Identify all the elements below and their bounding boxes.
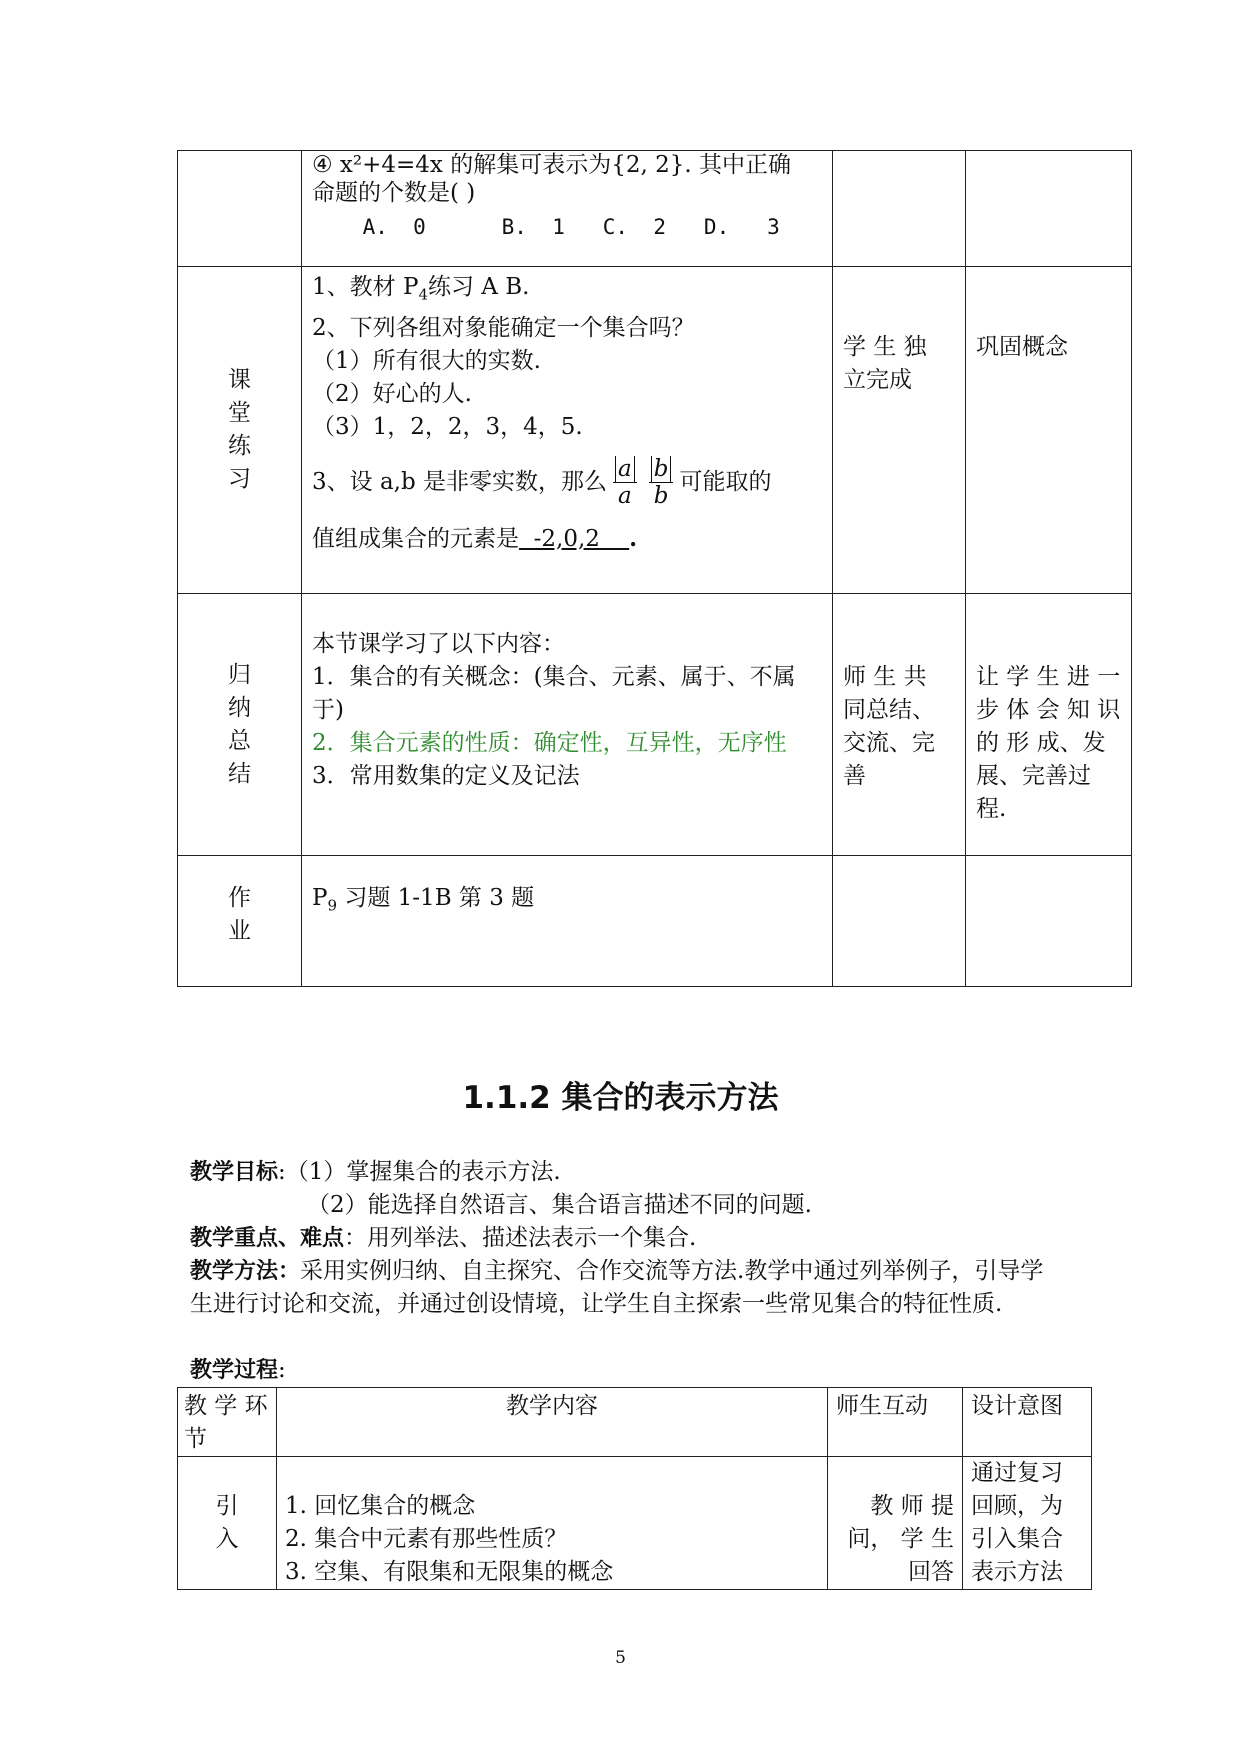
teaching-goal-2: （2）能选择自然语言、集合语言描述不同的问题. — [307, 1192, 812, 1218]
table-row — [178, 1457, 1092, 1590]
practice-line-3: （1）所有很大的实数. — [312, 347, 541, 374]
table-row — [178, 594, 1132, 856]
list-item: 3. 空集、有限集和无限集的概念 — [285, 1559, 614, 1585]
practice-label-char: 课 — [228, 367, 251, 393]
summary-label-cell: 归 纳 总 结 — [178, 594, 302, 856]
summary-line-1: 1．集合的有关概念：(集合、元素、属于、不属于) — [312, 664, 796, 723]
homework-content-cell: $P_9$ 习题 1-1B 第 3 题 — [302, 856, 833, 987]
summary-content-cell — [302, 594, 833, 856]
table-header-row — [178, 1388, 1092, 1457]
practice-line-2: 2、下列各组对象能确定一个集合吗？ — [312, 314, 695, 341]
practice-line-5: （3）1，2，2，3，4，5. — [312, 413, 583, 440]
practice-intent: 巩固概念 — [976, 334, 1068, 360]
answer-blank: -2,0,2 — [519, 525, 630, 552]
fraction-b: $\frac{b}{b}$ — [649, 456, 674, 509]
summary-intent: 让 学 生 进 一 步 体 会 知 识 的 形 成、发展、完善过程. — [976, 664, 1121, 822]
table-row — [178, 151, 1132, 267]
practice-label-char: 堂 — [228, 400, 251, 426]
summary-interaction: 师 生 共 同总结、交流、完善 — [843, 664, 935, 789]
page-number: 5 — [615, 1648, 626, 1668]
teaching-process-label: 教学过程: — [190, 1357, 286, 1383]
summary-line-0: 本节课学习了以下内容： — [312, 631, 565, 657]
lesson-table-2 — [177, 1387, 1092, 1590]
practice-label-char: 习 — [228, 466, 251, 492]
homework-label-cell: 作 业 — [178, 856, 302, 987]
teaching-goal: 教学目标:（1）掌握集合的表示方法. — [190, 1159, 561, 1185]
interaction-cell: 教 师 提问， 学 生回答 — [828, 1457, 963, 1590]
key-points: 教学重点、难点：用列举法、描述法表示一个集合. — [190, 1225, 697, 1251]
content-cell — [277, 1457, 828, 1590]
question-line: 命题的个数是( ) — [312, 180, 476, 206]
practice-line-1: 1、教材 $P_4$练习 A B. — [312, 274, 530, 304]
header-intent: 设计意图 — [963, 1388, 1092, 1457]
list-item: 1. 回忆集合的概念 — [285, 1493, 476, 1519]
teaching-method: 教学方法：采用实例归纳、自主探究、合作交流等方法.教学中通过列举例子，引导学生进行讨论和交流，并通过创设情境，让学生自主探索一些常见集合的特征性质. — [190, 1258, 1044, 1317]
table-row — [178, 267, 1132, 594]
practice-content-cell — [302, 267, 833, 594]
fraction-a: $\frac{a}{a}$ — [613, 456, 637, 509]
list-item: 2. 集合中元素有那些性质？ — [285, 1526, 568, 1552]
lesson-table-1 — [177, 150, 1132, 987]
stage-cell: 引 入 — [178, 1457, 277, 1590]
practice-question-3-line2: 值组成集合的元素是 -2,0,2 . — [312, 524, 638, 552]
summary-line-3: 3．常用数集的定义及记法 — [312, 763, 580, 789]
practice-question-3: 3、设 a,b 是非零实数，那么 $\frac{a}{a}$ $\frac{b}{b}$ 可能取的 — [312, 456, 772, 510]
summary-line-2: 2．集合元素的性质：确定性，互异性，无序性 — [312, 730, 787, 756]
table-row — [178, 856, 1132, 987]
practice-label-cell — [178, 267, 302, 594]
header-interaction: 师生互动 — [828, 1388, 963, 1457]
section-title: 1.1.2 集合的表示方法 — [462, 1080, 779, 1116]
header-stage: 教 学 环节 — [178, 1388, 277, 1457]
practice-label-char: 练 — [228, 433, 251, 459]
practice-interaction: 学 生 独 立完成 — [843, 334, 927, 393]
option-4-line: ④ x²+4=4x 的解集可表示为{2, 2}. 其中正确 — [312, 152, 791, 178]
practice-line-4: （2）好心的人. — [312, 380, 472, 407]
intent-cell: 通过复习回顾，为引入集合表示方法 — [963, 1457, 1092, 1590]
header-content: 教学内容 — [277, 1388, 828, 1457]
answer-options: A. 0 B. 1 C. 2 D. 3 — [312, 215, 780, 239]
